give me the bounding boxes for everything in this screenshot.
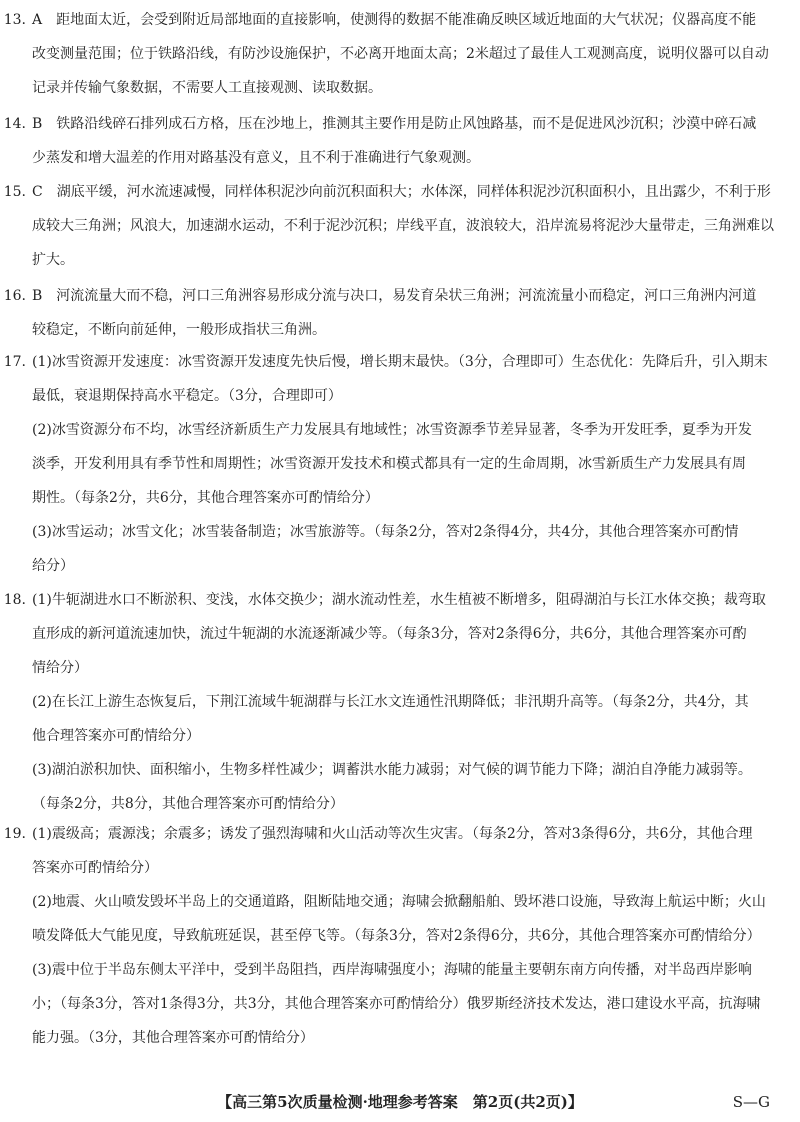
answer-line: A 距地面太近，会受到附近局部地面的直接影响，使测得的数据不能准确反映区域近地面的大气状况；仪器高度不能 <box>32 12 757 28</box>
answer-line: 改变测量范围；位于铁路沿线，有防沙设施保护，不必离开地面太高；2米超过了最佳人工观测高度，说明仪器可以自动 <box>32 46 769 62</box>
answer-line: (2)地震、火山喷发毁坏半岛上的交通道路，阻断陆地交通；海啸会掀翻船舶、毁坏港口设施，导致海上航运中断；火山 <box>32 894 766 910</box>
answer-line: (2)在长江上游生态恢复后，下荆江流域牛轭湖群与长江水文连通性汛期降低；非汛期升高等。（每条2分，共4分，其 <box>32 694 749 710</box>
question-number: 19. <box>3 826 26 842</box>
answer-line: 直形成的新河道流速加快，流过牛轭湖的水流逐渐减少等。（每条3分，答对2条得6分，共6分，其他合理答案亦可酌 <box>32 626 747 642</box>
answer-line: 扩大。 <box>32 252 74 268</box>
answer-line: 喷发降低大气能见度，导致航班延误，甚至停飞等。（每条3分，答对2条得6分，共6分，其他合理答案亦可酌情给分） <box>32 928 761 944</box>
answer-line: 答案亦可酌情给分） <box>32 860 158 876</box>
answer-line: 最低，衰退期保持高水平稳定。（3分，合理即可） <box>32 388 342 404</box>
answer-line: 较稳定，不断向前延伸，一般形成指状三角洲。 <box>32 322 326 338</box>
answer-line: (2)冰雪资源分布不均，冰雪经济新质生产力发展具有地域性；冰雪资源季节差异显著，冬季为开发旺季，夏季为开发 <box>32 422 752 438</box>
answer-line: 少蒸发和增大温差的作用对路基没有意义，且不利于准确进行气象观测。 <box>32 150 480 166</box>
answer-line: 情给分） <box>32 660 88 676</box>
answer-line: (3)湖泊淤积加快、面积缩小，生物多样性减少；调蓄洪水能力减弱；对气候的调节能力下降；湖泊自净能力减弱等。 <box>32 762 752 778</box>
answer-line: (1)牛轭湖进水口不断淤积、变浅，水体交换少；湖水流动性差，水生植被不断增多，阻碍湖泊与长江水体交换；裁弯取 <box>32 592 766 608</box>
answer-line: 他合理答案亦可酌情给分） <box>32 728 200 744</box>
answer-line: (3)震中位于半岛东侧太平洋中，受到半岛阻挡，西岸海啸强度小；海啸的能量主要朝东南方向传播，对半岛西岸影响 <box>32 962 752 978</box>
question-number: 16. <box>3 288 26 304</box>
answer-line: 记录并传输气象数据，不需要人工直接观测、读取数据。 <box>32 80 382 96</box>
question-number: 17. <box>3 354 26 370</box>
question-number: 18. <box>3 592 26 608</box>
footer-title: 【高三第5次质量检测·地理参考答案 第2页(共2页)】 <box>217 1093 583 1111</box>
answer-line: 给分） <box>32 558 74 574</box>
answer-line: 能力强。（3分，其他合理答案亦可酌情给分） <box>32 1030 314 1046</box>
answer-line: B 铁路沿线碎石排列成石方格，压在沙地上，推测其主要作用是防止风蚀路基，而不是促进风沙沉积；沙漠中碎石减 <box>32 116 757 132</box>
answer-line: C 湖底平缓，河水流速减慢，同样体积泥沙向前沉积面积大；水体深，同样体积泥沙沉积面积小，且出露少，不利于形 <box>32 184 771 200</box>
answer-line: （每条2分，共8分，其他合理答案亦可酌情给分） <box>32 796 344 812</box>
question-number: 14. <box>3 116 26 132</box>
answer-line: 期性。（每条2分，共6分，其他合理答案亦可酌情给分） <box>32 490 379 506</box>
answer-line: 淡季，开发利用具有季节性和周期性；冰雪资源开发技术和模式都具有一定的生命周期，冰雪新质生产力发展具有周 <box>32 456 746 472</box>
answer-line: (1)冰雪资源开发速度：冰雪资源开发速度先快后慢，增长期末最快。（3分，合理即可）生态优化：先降后升，引入期末 <box>32 354 768 370</box>
question-number: 13. <box>3 12 26 28</box>
answer-line: 小；（每条3分，答对1条得3分，共3分，其他合理答案亦可酌情给分）俄罗斯经济技术发达，港口建设水平高，抗海啸 <box>32 996 761 1012</box>
answer-line: (3)冰雪运动；冰雪文化；冰雪装备制造；冰雪旅游等。（每条2分，答对2条得4分，共4分，其他合理答案亦可酌情 <box>32 524 739 540</box>
answer-line: (1)震级高；震源浅；余震多；诱发了强烈海啸和火山活动等次生灾害。（每条2分，答对3条得6分，共6分，其他合理 <box>32 826 753 842</box>
question-number: 15. <box>3 184 26 200</box>
answer-line: 成较大三角洲；风浪大，加速湖水运动，不利于泥沙沉积；岸线平直，波浪较大，沿岸流易将泥沙大量带走，三角洲难以 <box>32 218 774 234</box>
footer-code: S—G <box>732 1093 770 1111</box>
answer-line: B 河流流量大而不稳，河口三角洲容易形成分流与决口，易发育朵状三角洲；河流流量小而稳定，河口三角洲内河道 <box>32 288 757 304</box>
